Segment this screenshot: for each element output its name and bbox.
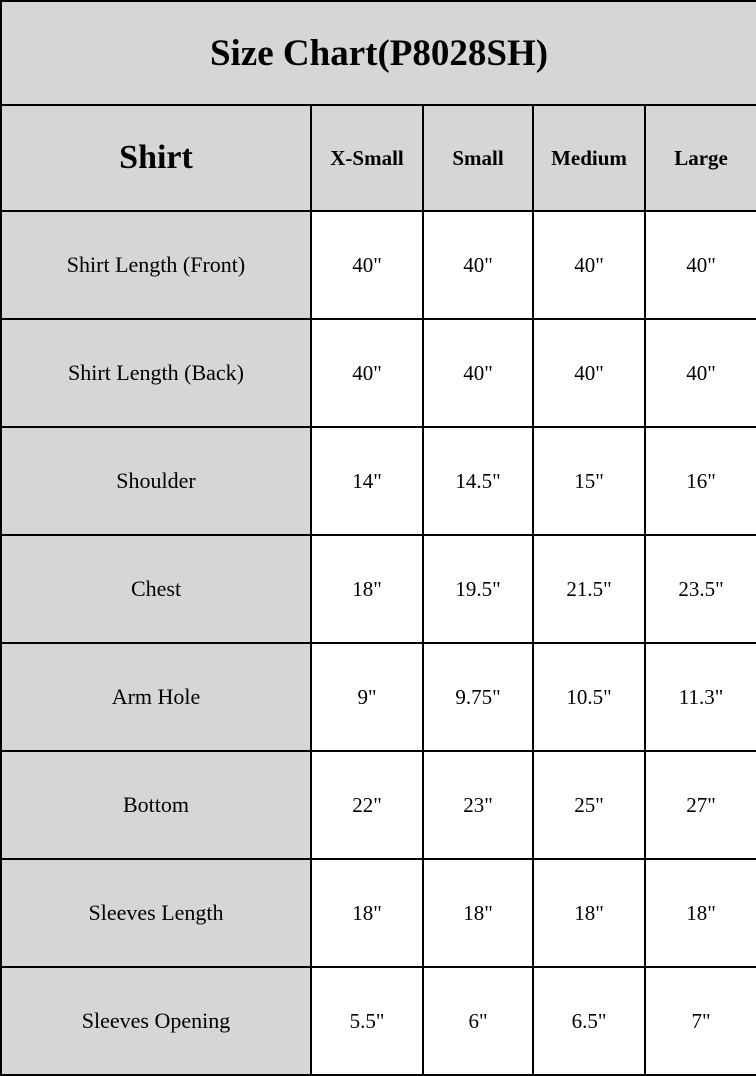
table-row <box>1 319 756 427</box>
table-row <box>1 859 756 967</box>
column-header-large: Large <box>645 105 756 211</box>
measurement-value: 40" <box>645 319 756 427</box>
measurement-value: 10.5" <box>533 643 645 751</box>
measurement-value: 22" <box>311 751 423 859</box>
measurement-value: 18" <box>645 859 756 967</box>
measurement-label: Shoulder <box>1 427 311 535</box>
measurement-value: 6" <box>423 967 533 1075</box>
measurement-value: 18" <box>311 859 423 967</box>
page-title: Size Chart(P8028SH) <box>1 1 756 105</box>
measurement-value: 18" <box>311 535 423 643</box>
measurement-value: 25" <box>533 751 645 859</box>
measurement-value: 27" <box>645 751 756 859</box>
table-row <box>1 751 756 859</box>
table-row <box>1 211 756 319</box>
measurement-label: Bottom <box>1 751 311 859</box>
measurement-value: 15" <box>533 427 645 535</box>
table-row <box>1 643 756 751</box>
measurement-label: Sleeves Length <box>1 859 311 967</box>
measurement-value: 11.3" <box>645 643 756 751</box>
table-row <box>1 535 756 643</box>
measurement-value: 40" <box>311 211 423 319</box>
column-header-small: Small <box>423 105 533 211</box>
measurement-label: Shirt Length (Back) <box>1 319 311 427</box>
measurement-value: 14" <box>311 427 423 535</box>
table-title-row <box>1 1 756 105</box>
table-row <box>1 427 756 535</box>
measurement-value: 40" <box>423 319 533 427</box>
table-header-row <box>1 105 756 211</box>
measurement-value: 23.5" <box>645 535 756 643</box>
measurement-value: 40" <box>533 319 645 427</box>
measurement-value: 19.5" <box>423 535 533 643</box>
table-row <box>1 967 756 1075</box>
measurement-value: 40" <box>423 211 533 319</box>
column-header-x-small: X-Small <box>311 105 423 211</box>
measurement-value: 21.5" <box>533 535 645 643</box>
measurement-value: 7" <box>645 967 756 1075</box>
table-corner-label: Shirt <box>1 105 311 211</box>
measurement-label: Shirt Length (Front) <box>1 211 311 319</box>
measurement-value: 16" <box>645 427 756 535</box>
measurement-label: Chest <box>1 535 311 643</box>
measurement-value: 40" <box>311 319 423 427</box>
measurement-value: 18" <box>533 859 645 967</box>
measurement-label: Sleeves Opening <box>1 967 311 1075</box>
measurement-value: 18" <box>423 859 533 967</box>
measurement-value: 9" <box>311 643 423 751</box>
measurement-value: 14.5" <box>423 427 533 535</box>
column-header-medium: Medium <box>533 105 645 211</box>
measurement-value: 23" <box>423 751 533 859</box>
measurement-value: 5.5" <box>311 967 423 1075</box>
measurement-value: 9.75" <box>423 643 533 751</box>
measurement-value: 40" <box>645 211 756 319</box>
measurement-label: Arm Hole <box>1 643 311 751</box>
measurement-value: 6.5" <box>533 967 645 1075</box>
measurement-value: 40" <box>533 211 645 319</box>
